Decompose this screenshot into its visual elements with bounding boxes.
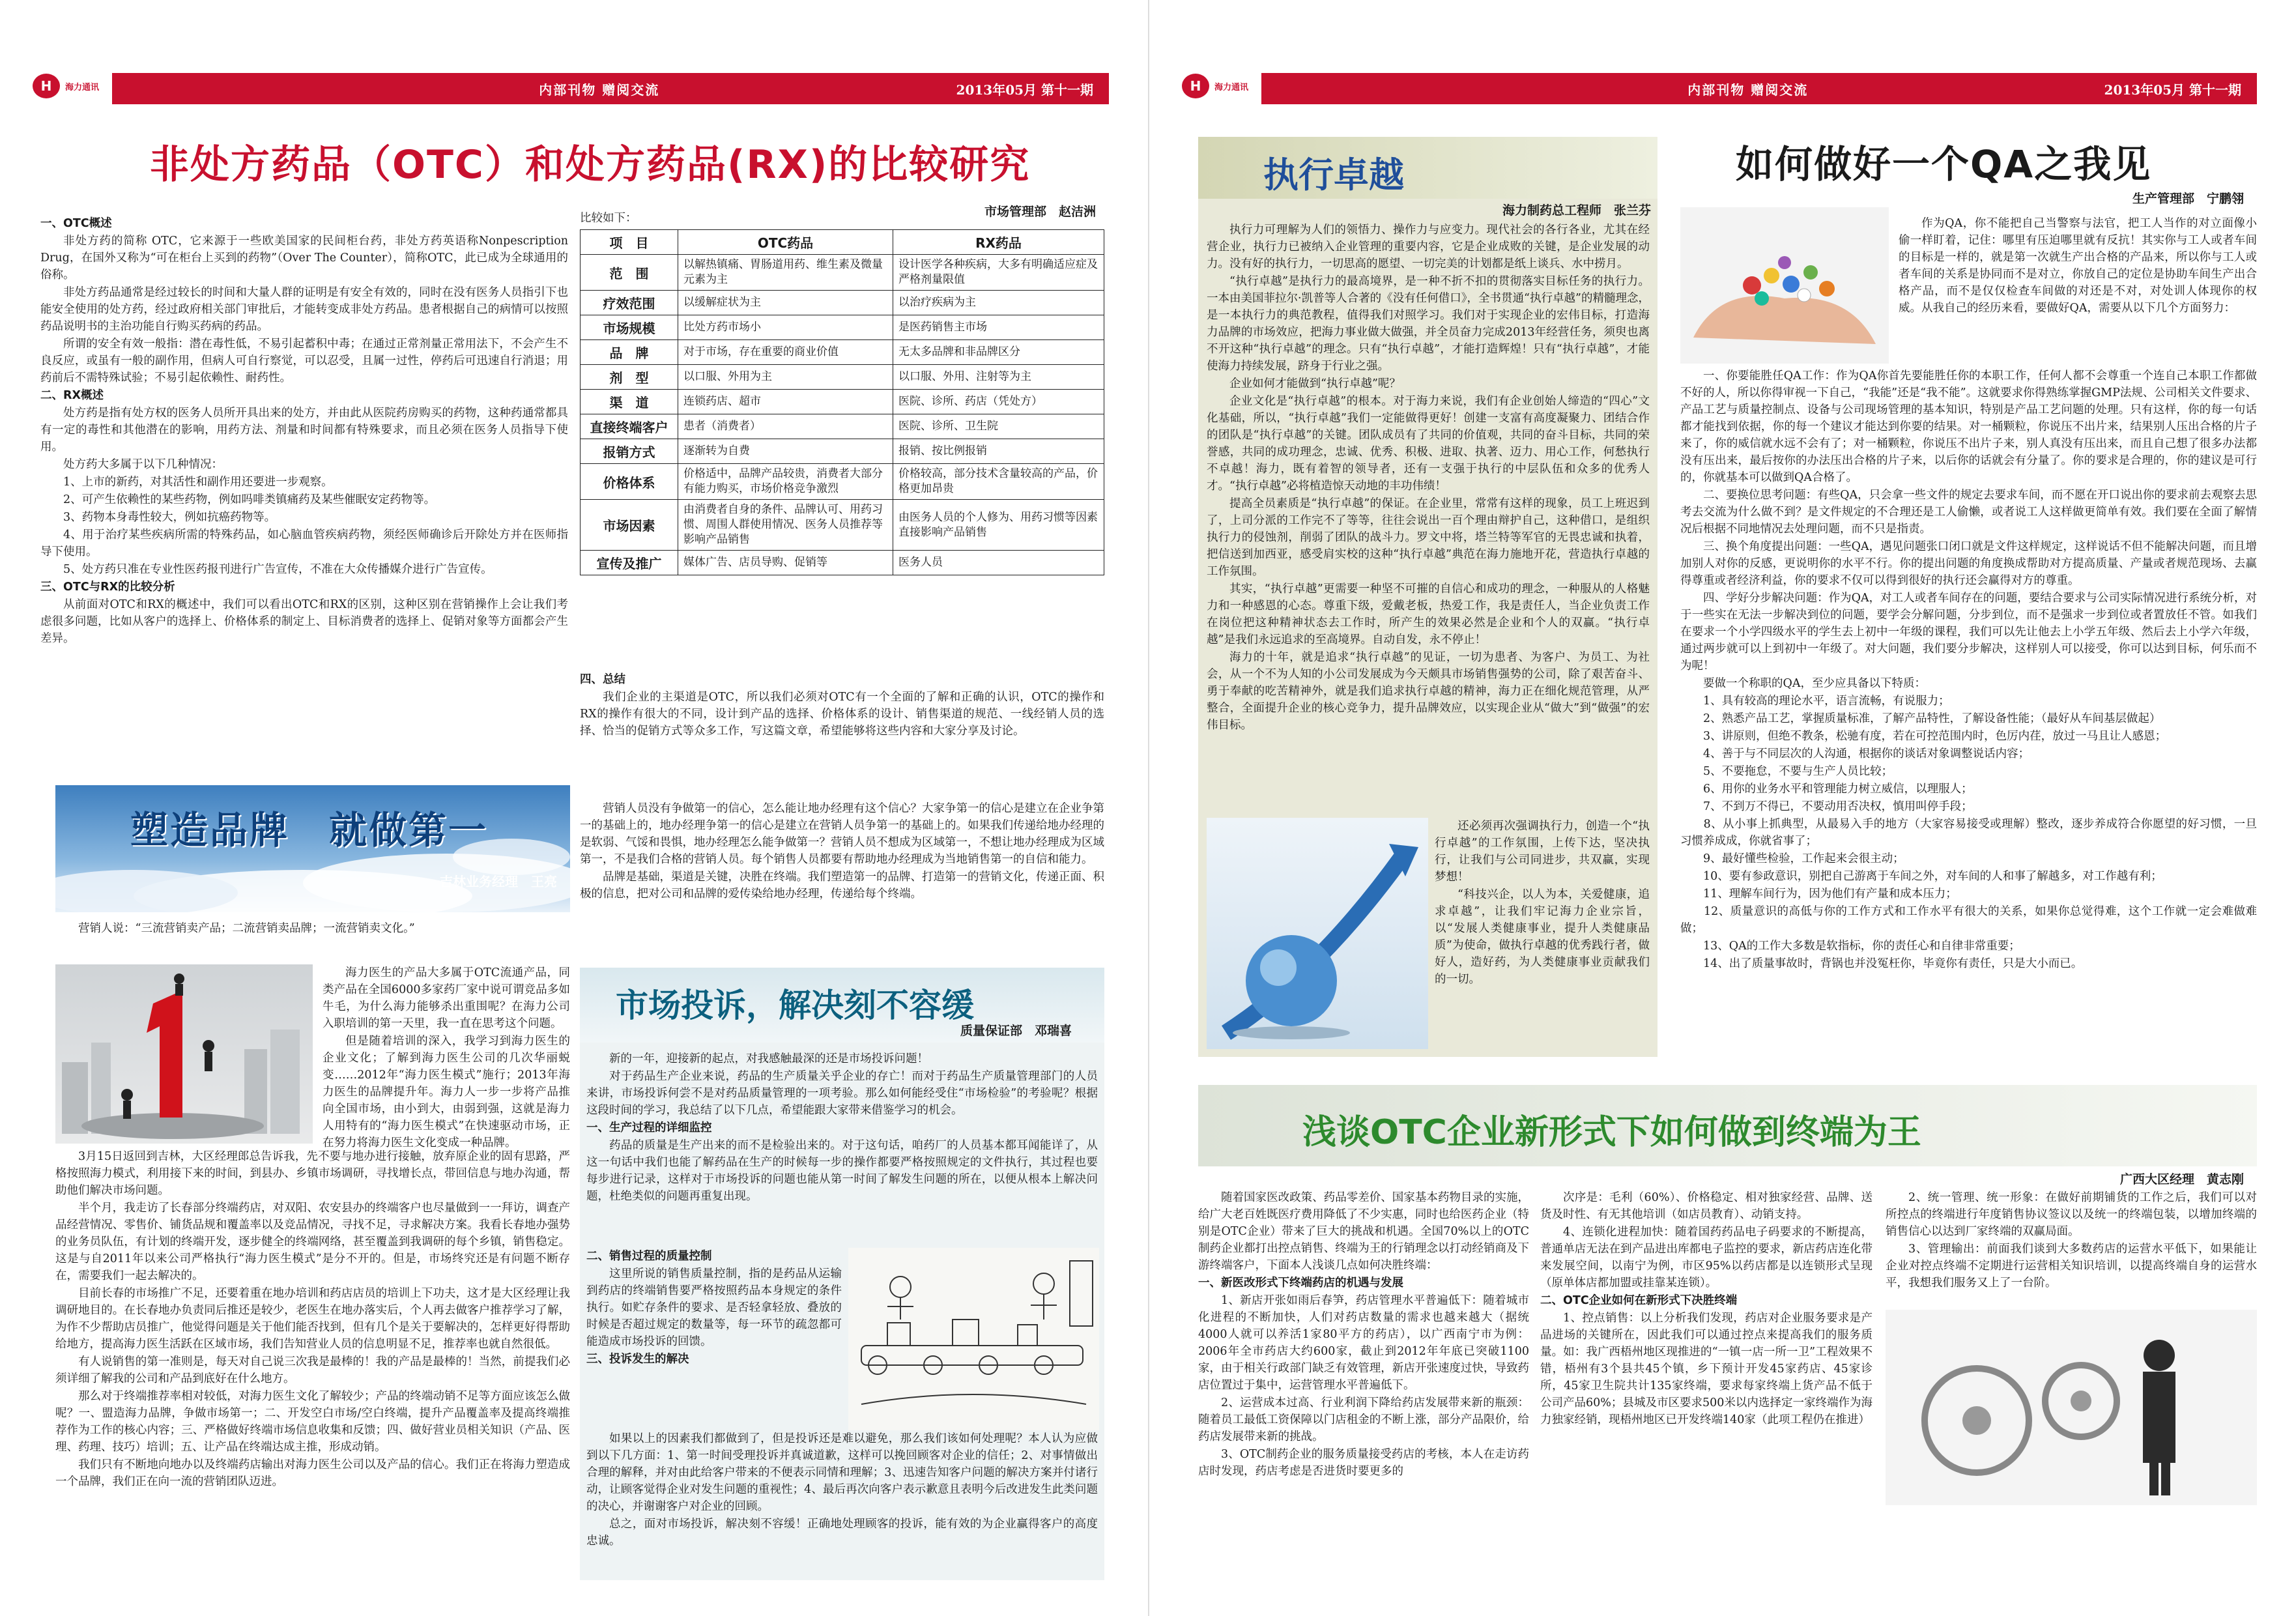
paragraph: 提高全员素质是“执行卓越”的保证。在企业里，常常有这样的现象，员工上班迟到了，上司分派的工作完不了等等，往往会说出一百个理由辩护自己，这种借口，是组织执行力的侵蚀剂，削弱了团队的战斗力。罗文中将，塔兰特等军官的无畏忠诚和执着，把信送到加西亚，感受肩实校的这种“执行卓越”典范在海力施地开花，营造执行卓越的工作氛围。 [1207,497,1650,578]
paragraph: 1、上市的新药，对其活性和副作用还要进一步观察。 [63,476,333,489]
paragraph: 总之，面对市场投诉，解决刻不容缓！正确地处理顾客的投诉，能有效的为企业赢得客户的高度忠诚。 [586,1518,1098,1548]
paragraph: 4、善于与不同层次的人沟通，根据你的谈话对象调整说话内容； [1680,747,2030,760]
paragraph: 对于药品生产企业来说，药品的生产质量关乎企业的存亡！而对于药品生产质量管理部门的人员来讲，市场投诉何尝不是对药品质量管理的一项考验。那么如何能经受住“市场检验”的考验呢？根据这段时间的学习，我总结了以下几点，希望能跟大家带来借鉴学习的机会。 [586,1070,1098,1117]
table-cell: 以缓解症状为主 [678,291,893,315]
paragraph: 2、可产生依赖性的某些药物，例如吗啡类镇痛药及某些催眠安定药物等。 [63,493,436,506]
table-row-label: 疗效范围 [581,291,678,315]
paragraph: 三、换个角度提出问题：一些QA，遇见问题张口闭口就是文件这样规定，这样说话不但不能解决问题，而且增加别人对你的反感，更说明你的水平不行。你的提出问题的角度换成帮助对方提高质量、产量或者规范现场、去赢得尊重或者经济利益，你的要求不仅可以得到很好的执行还会赢得对方的尊重。 [1680,540,2257,587]
header-center-text-right: 内部刊物 赠阅交流 [1687,81,1809,98]
pills-hand-image [1680,207,1889,364]
qa-body-main [1680,368,2257,1048]
paragraph: 12、质量意识的高低与你的工作方式和工作水平有很大的关系，如果你总觉得难，这个工作就一定会难做难做； [1680,905,2257,935]
paragraph: 处方药是指有处方权的医务人员所开具出来的处方，并由此从医院药房购买的药物，这种药通常都具有一定的毒性和其他潜在的影响，用药方法、剂量和时间都有特殊要求，而且必须在医务人员指导下使用。 [40,407,568,454]
exec-banner [1198,137,1657,199]
paragraph: 药品的质量是生产出来的而不是检验出来的。对于这句话，咱药厂的人员基本都耳闻能详了，从这一句话中我们也能了解药品在生产的时候每一步的操作都要严格按照规定的文件执行，其过程也要每步进行记录，这样对于市场投诉的问题也能从第一时间了解发生问题的所在，以便从根本上解决问题，杜绝类似的问题再重复出现。 [586,1139,1098,1203]
paragraph: 一、你要能胜任QA工作：作为QA你首先要能胜任你的本职工作，任何人都不会尊重一个连自己本职工作都做不好的人，所以你得审视一下自己，“我能”还是“我不能”。这就要求你得熟练掌握GMP法规、公司相关文件要求、产品工艺与质量控制点、设备与公司现场管理的基本知识，特别是产品工艺问题的处理。只有这样，你的每一句话都才能找到依据，你的每一个建议才能达到你要的结果。对一桶颗粒，你说压不出片来，结果别人压出合格的片子来了，你的威信就水远不会有了；对一桶颗粒，你说压不出片子来，别人真没有压出来，而且自己想了很多办法都没有压出来，最后按你的办法压出合格的片子来，以后你的话就会有分量了。你的要求是合理的，你的建议是可行的，你就基本可以做到QA合格了。 [1680,369,2257,484]
brand-title: 塑造品牌 就做第一 [130,808,489,852]
table-row-label: 剂 型 [581,365,678,390]
exec-author: 海力制药总工程师 张兰芬 [1502,203,1651,218]
number-one-graphic [55,964,313,1144]
header-bar [39,73,1109,104]
paragraph: 那么对于终端推荐率相对较低，对海力医生文化了解较少；产品的终端动销不足等方面应该怎么做呢？一、盟造海力品牌，争做市场第一；二、开发空白市场/空白终端，提升产品覆盖率及提高终端推荐作为工作的核心内容；三、严格做好终端市场信息收集和反馈；四、做好营业员相关知识（产品、医理、药理、技巧）培训；五、让产品在终端达成主推，形成动销。 [55,1390,570,1454]
paragraph: 非处方药的简称 OTC，它来源于一些欧美国家的民间柜台药，非处方药英语称Nonpescription Drug，在国外又称为“可在柜台上买到的药物”（Over The Counter），简称OTC，此已成为全球通用的俗称。 [40,235,568,281]
paragraph: 要做一个称职的QA，至少应具备以下特质： [1703,677,1926,690]
table-row-label: 宣传及推广 [581,551,678,575]
complaint-body-top [586,1050,1098,1249]
paragraph: 1、新店开张如雨后春笋，药店管理水平普遍低下：随着城市化进程的不断加快，人们对药店数量的需求也越来越大（据统4000人就可以养活1家80平方的药店），以广西南宁市为例：2006年全市药店大约600家，截止到2012年年底已突破1100家，由于相关行政部门缺乏有效管理，新店开张速度过快，导致药店位置过于集中，运营管理水平普遍低下。 [1198,1294,1529,1392]
logo-icon-right: H [1182,74,1209,98]
paragraph: 1、控点销售：以上分析我们发现，药店对企业服务要求是产品进场的关键所在，因此我们可以通过控点来提高我们的服务质量。如：我广西梧州地区现推进的“一镇一店一所一卫”工程效果不错，梧州有3个县共45个镇，乡下预计开发45家药店、45家诊所，45家卫生院共计135家终端，要求每家终端上货产品不低于公司产品60%；县城及市区要求500米以内选择定一家终端作为海力独家经销，现梧州地区已开发终端140家（此项工程仍在推进） [1540,1312,1873,1426]
exec-title: 执行卓越 [1263,154,1404,195]
paragraph: 2、统一管理、统一形象：在做好前期铺货的工作之后，我们可以对所控点的终端进行年度销售协议签议以及统一的终端包装，以增加终端的销售信心以达到厂家终端的双赢局面。 [1886,1191,2257,1238]
paragraph: 14、出了质量事故时，背锅也并没冤枉你，毕竟你有责任，只是大小而已。 [1680,957,2083,970]
table-row [581,340,1104,365]
table-cell: 是医药销售主市场 [893,315,1104,340]
otc-body-left [40,215,568,749]
complaint-body-bottom [586,1430,1098,1577]
table-row-label: 范 围 [581,255,678,291]
table-cell: 以解热镇痛、胃肠道用药、维生素及微量元素为主 [678,255,893,291]
otc-article-title: 非处方药品（OTC）和处方药品(RX)的比较研究 [150,142,1031,188]
paragraph: 目前长春的市场推广不足，还要着重在地办培训和药店店员的培训上下功夫，这才是大区经理让我调研地目的。在长春地办负责同后推还是较少，老医生在地办落实后，个人再去做客户推荐学习了解，为作不少帮助店员推广，他觉得问题是关于他们能否找到，但有几个是关于要解决的，怎样更好得帮助给地方，提高海力医生活跃在区域市场，我们告知营业人员的信息明显不足，推荐率也就自然很低。 [55,1287,570,1351]
table-cell: 医院、诊所、药店（凭处方） [893,390,1104,414]
table-cell: 逐渐转为自费 [678,439,893,464]
table-cell: 无太多品牌和非品牌区分 [893,340,1104,365]
paragraph: 但是随着培训的深入，我学习到海力医生的企业文化；了解到海力医生公司的几次华丽蜕变……2012年“海力医生模式”施行；2013年海力医生的品牌提升年。海力人一步一步将产品推向全国市场，由小到大，由弱到强，这就是海力人用特有的“海力医生模式”在快速驱动市场，正在努力将海力医生文化变成一种品牌。 [323,1035,570,1148]
paragraph: 品牌是基础，渠道是关键，决胜在终端。我们塑造第一的品牌、打造第一的营销文化，传递正面、积极的信息，把对公司和品牌的爱传染给地办经理，传递给每个终端。 [580,871,1104,901]
table-cell: 由消费者自身的条件、品牌认可、用药习惯、周围人群使用情况、医务人员推荐等影响产品销售 [678,500,893,551]
table-row-label: 报销方式 [581,439,678,464]
table-cell: 设计医学各种疾病，大多有明确适应症及严格剂量限值 [893,255,1104,291]
paragraph: 海力的十年，就是追求“执行卓越”的见证，一切为患者、为客户、为员工、为社会，从一个不为人知的小公司发展成为今天颇具市场销售强势的公司，除了艰苦奋斗、勇于奉献的吃苦精神外，就是我们追求执行卓越的精神，海力正在细化规范管理，从严整合，全面提升企业的核心竞争力，提升品牌效应，以实现企业从“做大”到“做强”的宏伟目标。 [1207,651,1650,732]
paragraph: 8、从小事上抓典型，从最易入手的地方（大家容易接受或理解）整改，逐步养成符合你愿望的好习惯，一旦习惯养成成，你就省事了； [1680,818,2257,848]
brand-side-text [323,964,570,1148]
paragraph: 这里所说的销售质量控制，指的是药品从运输到药店的终端销售要严格按照药品本身规定的条件执行。如贮存条件的要求、是否轻拿轻放、叠放的时候是否超过规定的数量等，每一环节的疏忽都可能造成市场投诉的回馈。 [586,1267,842,1348]
otc-table-intro [580,210,840,228]
paragraph: 4、用于治疗某些疾病所需的特殊药品，如心脑血管疾病药物，须经医师确诊后开除处方并在医师指导下使用。 [40,528,568,558]
paragraph: 1、具有较高的理论水平，语言流畅，有说服力； [1680,695,1950,708]
paragraph: 非处方药品通常是经过较长的时间和大量人群的证明是有安全有效的，同时在没有医务人员指引下也能安全使用的处方药，经过政府相关部门审批后，才能转变成非处方药品。患者根据自己的病情可以按照药品说明书的主治功能自行购买药病的药品。 [40,286,568,333]
table-cell: 由医务人员的个人修为、用药习惯等因素直接影响产品销售 [893,500,1104,551]
complaint-title: 市场投诉，解决刻不容缓 [616,987,974,1024]
paragraph: 一、生产过程的详细监控 [586,1121,712,1134]
table-row [581,464,1104,500]
terminal-col-3 [1886,1189,2257,1306]
paragraph: 如果以上的因素我们都做到了，但是投诉还是难以避免，那么我们该如何处理呢？本人认为应做到以下几方面：1、第一时间受理投诉并真诚道歉，这样可以挽回顾客对企业的信任；2、对事情做出合理的解释，并对由此给客户带来的不便表示同情和理解；3、迅速告知客户问题的解决方案并付诸行动，让顾客觉得企业对发生问题的重视性；4、最后再次向客户表示歉意且表明今后改进发生此类问题的决心，并谢谢客户对企业的回顾。 [586,1432,1098,1513]
paragraph: 二、要换位思考问题：有些QA，只会拿一些文件的规定去要求车间，而不愿在开口说出你的要求前去观察去思考去交流为什么做不到？是文件规定的不合理还是工人偷懒，或者说工人这样做更简单有效。我们要在全面了解情况后根据不同地情况去处理问题，而不只是指责。 [1680,489,2257,536]
table-row-label: 渠 道 [581,390,678,414]
paragraph: 执行力可理解为人们的领悟力、操作力与应变力。现代社会的各行各业，尤其在经营企业，执行力已被纳入企业管理的重要内容，它是企业成败的关键，是企业发展的动力。没有好的执行力，一切思高的愿望、一切完美的计划都是纸上谈兵、水中捞月。 [1207,224,1650,270]
paragraph: 所谓的安全有效一般指：潜在毒性低，不易引起蓄积中毒；在通过正常剂量正常用法下，不会产生不良反应，或虽有一般的副作用，但病人可自行察觉，可以忍受，且属一过性，停药后可迅速自行消退；用药前后不需特殊试验；不易引起依赖性、耐药性。 [40,338,568,384]
paragraph: 一、新医改形式下终端药店的机遇与发展 [1198,1277,1403,1290]
paragraph: 二、RX概述 [40,389,104,402]
logo-right [1177,63,1261,109]
paragraph: 3、药物本身毒性较大，例如抗癌药物等。 [63,511,276,524]
paragraph: 次序是：毛利（60%）、价格稳定、相对独家经营、品牌、送货及时性、有无其他培训（如店员教育）、动销支持。 [1540,1191,1873,1221]
table-row [581,255,1104,291]
table-row [581,500,1104,551]
paragraph: 3、管理输出：前面我们谈到大多数药店的运营水平低下，如果能让企业对控点终端不定期进行运营相关知识培训，以提高终端自身的运营水平，我想我们服务又上了一台阶。 [1886,1243,2257,1290]
table-cell: 媒体广告、店员导购、促销等 [678,551,893,575]
table-cell: 连锁药店、超市 [678,390,893,414]
paragraph: 2、熟悉产品工艺，掌握质量标准，了解产品特性，了解设备性能；（最好从车间基层做起） [1680,712,2161,725]
paragraph: 企业如何才能做到“执行卓越”呢？ [1229,377,1401,390]
exec-body-top [1207,222,1650,815]
table-cell: 价格较高，部分技术含量较高的产品，价格更加昂贵 [893,464,1104,500]
exec-body-bottom [1435,818,1650,1052]
table-cell: 对于市场，存在重要的商业价值 [678,340,893,365]
table-head-rx: RX药品 [893,230,1104,255]
paragraph: 7、不到万不得已，不要动用否决权，慎用叫停手段； [1680,800,1973,813]
paragraph: 四、学好分步解决问题：作为QA，对工人或者车间存在的问题，要结合要求与公司实际情况进行系统分析，对于一些实在无法一步解决到位的问题，要学会分解问题，分步到位，而不是强求一步到位或者置放任不管。如我们在要求一个小学四级水平的学生去上初中一年级的课程，我们可以先让他去上小学五年级、然后去上小学六年级，通过两步就可以上到初中一年级了。对大问题，我们要分步解决，这样别人可以接受，你可以达到目标，何乐而不为呢！ [1680,592,2257,672]
issue-label-right: 2013年05月 第十一期 [2104,81,2241,98]
paragraph: 从前面对OTC和RX的概述中，我们可以看出OTC和RX的区别，这种区别在营销操作上会让我们考虑很多问题，比如从客户的选择上、价格体系的制定上、目标消费者的选择上、促销对象等方面都会产生差异。 [40,598,568,645]
paragraph: 三、OTC与RX的比较分析 [40,581,175,594]
terminal-col-1 [1198,1189,1529,1583]
qa-title: 如何做好一个QA之我见 [1736,142,2152,186]
terminal-banner [1198,1085,2257,1166]
paragraph: 13、QA的工作大多数是软指标，你的责任心和自律非常重要； [1680,940,2020,953]
terminal-author: 广西大区经理 黄志刚 [2119,1172,2244,1187]
paragraph: 营销人员没有争做第一的信心，怎么能让地办经理有这个信心？大家争第一的信心是建立在企业争第一的基础上的，地办经理争第一的信心是建立在营销人员争第一的基础上的。如果我们传递给地办经理的是软弱、气馁和畏惧，地办经理怎么能争做第一？营销人员不想成为区域第一，不想让地办经理成为区域第一，不是我们合格的营销人员。每个销售人员都要有帮助地办经理成为当地销售第一的自信和能力。 [580,802,1104,866]
paragraph: 我们企业的主渠道是OTC，所以我们必须对OTC有一个全面的了解和正确的认识，OTC的操作和RX的操作有很大的不同，设计到产品的选择、价格体系的设计、销售渠道的规范、一线经销人员的选择、恰当的促销方式等众多工作，写这篇文章，希望能够将这些内容和大家分享及讨论。 [580,691,1104,738]
logo [27,63,112,109]
gear-businessman-graphic [1886,1310,2257,1505]
table-row-label: 价格体系 [581,464,678,500]
table-cell: 比处方药市场小 [678,315,893,340]
paragraph: 企业文化是“执行卓越”的根本。对于海力来说，我们有企业创始人缔造的“四心”文化基础，所以，“执行卓越”我们一定能做得更好！创建一支富有高度凝聚力、团结合作的团队是“执行卓越”的关键。团队成员有了共同的价值观，共同的奋斗目标，共同的荣誉感，共同的成功理念，忠诚、优秀、积极、进取、执著、迈力、用心工作，何愁执行不卓越！海力，既有着智的领导者，还有一支强于执行的中层队伍和众多的优秀人才。“执行卓越”必将植造惊天动地的丰功伟绩！ [1207,395,1650,493]
paragraph: 3月15日返回到吉林，大区经理郎总告诉我，先不要与地办进行接触，放弃原企业的固有思路，严格按照海力模式，利用接下来的时间，到县办、乡镇市场调研，寻找增长点，带回信息与地办沟通，帮助他们解决市场问题。 [55,1150,570,1197]
table-cell: 医院、诊所、卫生院 [893,414,1104,439]
table-row [581,551,1104,575]
table-row [581,439,1104,464]
paragraph: 二、OTC企业如何在新形式下决胜终端 [1540,1294,1738,1307]
table-row [581,414,1104,439]
paragraph: 我们只有不断地向地办以及终端药店输出对海力医生公司以及产品的信心。我们正在将海力塑造成一个品牌，我们正在向一流的营销团队迈进。 [55,1458,570,1488]
paragraph: 9、最好懂些检验，工作起来会很主动； [1680,852,1904,865]
assembly-line-cartoon [848,1248,1099,1430]
qa-body-top [1899,215,2257,368]
paragraph: 2、运营成本过高、行业利润下降给药店发展带来新的瓶颈：随着员工最低工资保障以门店租金的不断上涨，部分产品限价，给药店发展带来新的挑战。 [1198,1396,1529,1443]
paragraph: 半个月，我走访了长春部分终端药店，对双阳、农安县办的终端客户也尽量做到一一拜访，调查产品经营情况、零售价、铺货品规和覆盖率以及竞品情况，寻找不足，寻求解决方案。我看长春地办强势的业务员队伍，有计划的终端开发，逐步健全的终端网络，甚至覆盖到我调研的每个乡镇，销售稳定。这是与自2011年以来公司严格执行“海力医生模式”是分不开的。但是，市场终究还是有问题不断存在，需要我们一起去解决的。 [55,1202,570,1282]
otc-author: 市场管理部 赵洁洲 [984,205,1096,219]
header-center-text: 内部刊物 赠阅交流 [539,81,660,98]
paragraph: 还必须再次强调执行力，创造一个“执行卓越”的工作氛围，上传下达，坚决执行，让我们与公司同进步，共双赢，实现梦想！ [1435,820,1650,884]
paragraph: 二、销售过程的质量控制 [586,1250,712,1263]
paragraph: 其实，“执行卓越”更需要一种坚不可摧的自信心和成功的理念，一种服从的人格魅力和一种感恩的心态。尊重下级，爱戴老板，热爱工作，我是责任人，当企业负责工作在岗位把这种精神状态去工作时，所产生的效果必然是企业和个人的双赢。“执行卓越”是我们永远追求的至高境界。自动自发，永不停止！ [1207,583,1650,646]
table-head-otc: OTC药品 [678,230,893,255]
logo-text: 海力通讯 [65,82,100,93]
qa-author: 生产管理部 宁鹏翎 [2132,192,2244,206]
paragraph: 3、OTC制药企业的服务质量接受药店的考核，本人在走访药店时发现，药店考虑是否进货时要更多的 [1198,1448,1529,1478]
table-head-item: 项 目 [581,230,678,255]
table-cell: 价格适中，品牌产品较贵，消费者大部分有能力购买，市场价格竞争激烈 [678,464,893,500]
paragraph: 5、不要拖怠，不要与生产人员比较； [1680,765,1893,778]
paragraph: “科技兴企，以人为本，关爱健康，追求卓越”，让我们牢记海力企业宗旨，以“发展人类健康事业，提升人类健康品质”为使命，做执行卓越的优秀践行者，做好人，造好药，为人类健康事业贡献我们的一切。 [1435,888,1650,986]
paragraph: “执行卓越”是执行力的最高境界，是一种不折不扣的贯彻落实目标任务的执行力。一本由美国菲拉尔·凯普等人合著的《没有任何借口》，全书贯通“执行卓越”的精髓理念，是一本执行力的典范教程，值得我们对照学习。我们对于实现企业的宏伟目标，打造海力品牌的市场效应，把海力事业做大做强，并全员奋力完成2013年经营任务，须臾也离不开这种“执行卓越”的理念。只有“执行卓越”，才能打造辉煌！只有“执行卓越”，才能使海力持续发展，跻身于行业之强。 [1207,275,1650,373]
paragraph: 随着国家医改政策、药品零差价、国家基本药物目录的实施，给广大老百姓既医疗费用降低了不少实惠，同时也给医药企业（特别是OTC企业）带来了巨大的挑战和机遇。全国70%以上的OTC制药企业都打出控点销售、终端为王的行销理念以打动经销商及下游终端客户，下面本人浅谈几点如何决胜终端： [1198,1191,1529,1272]
paragraph: 海力医生的产品大多属于OTC流通产品，同类产品在全国6000多家药厂家中说可谓竞品多如牛毛，为什么海力能够杀出重围呢？在海力公司入职培训的第一天里，我一直在思考这个问题。 [323,966,570,1030]
brand-main-text [55,1148,570,1578]
table-cell: 患者（消费者） [678,414,893,439]
right-page [1148,0,2296,1616]
cartoon-illustration [848,1248,1099,1430]
table-row-label: 直接终端客户 [581,414,678,439]
paragraph: 4、连锁化进程加快：随着国药药品电子码要求的不断提高，普通单店无法在到产品进出库都电子监控的要求，新店药店连化带来发展空间，以南宁为例，市区95%以药店都是以连锁形式呈现（原单体店都加盟或挂靠某连锁）。 [1540,1226,1873,1290]
header-bar-right [1188,73,2257,104]
paragraph: 三、投诉发生的解决 [586,1353,689,1366]
table-cell: 医务人员 [893,551,1104,575]
logo-icon: H [33,74,60,98]
paragraph: 6、用你的业务水平和管理能力树立威信，以理服人； [1680,783,1973,796]
brand-right-text [580,800,1104,976]
brand-author: 吉林业务经理 王亮 [440,874,557,889]
paragraph: 四、总结 [580,673,625,686]
table-row-label: 市场因素 [581,500,678,551]
table-row [581,390,1104,414]
paragraph: 10、要有参政意识，别把自己游离于车间之外，对车间的人和事了解越多，对工作越有利； [1680,870,2162,883]
number-one-image [55,964,313,1144]
pills-hand-graphic [1680,207,1889,364]
complaint-body-mid [586,1248,842,1430]
paragraph: 作为QA，你不能把自己当警察与法官，把工人当作的对立面像小偷一样盯着，记住：哪里有压迫哪里就有反抗！其实你与工人或者车间的目标是一样的，就是第一次就生产出合格的产品来，所以你与工人或者车间的关系是协同而不是对立，你放自己的定位是协助车间生产出合格产品，而不是仅仅检查车间做的对还是不对，对处训人体现你的权威。从我自己的经历来看，要做好QA，需要从以下几个方面努力： [1899,217,2257,315]
paragraph: 营销人说：“三流营销卖产品；二流营销卖品牌；一流营销卖文化。” [78,922,415,935]
paragraph: 有人说销售的第一准则是，每天对自己说三次我是最棒的！我的产品是最棒的！当然，前提我们必须详细了解我的公司和产品到底好在什么地方。 [55,1355,570,1385]
table-row [581,291,1104,315]
terminal-col-2 [1540,1189,1873,1583]
paragraph: 新的一年，迎接新的起点，对我感触最深的还是市场投诉问题！ [609,1052,928,1065]
paragraph: 一、OTC概述 [40,217,112,230]
table-cell: 报销、按比例报销 [893,439,1104,464]
table-row-label: 市场规模 [581,315,678,340]
complaint-banner [580,968,1104,1043]
table-cell: 以口服、外用、注射等为主 [893,365,1104,390]
terminal-title: 浅谈OTC企业新形式下如何做到终端为王 [1302,1113,1921,1152]
table-cell: 以口服、外用为主 [678,365,893,390]
table-cell: 以治疗疾病为主 [893,291,1104,315]
paragraph: 5、处方药只准在专业性医药报刊进行广告宣传，不准在大众传播媒介进行广告宣传。 [63,563,493,576]
table-row [581,365,1104,390]
complaint-author: 质量保证部 邓瑞喜 [960,1024,1072,1038]
otc-summary [580,671,1104,782]
issue-label: 2013年05月 第十一期 [956,81,1093,98]
globe-image [1207,818,1428,1049]
brand-banner [55,785,570,912]
table-row-label: 品 牌 [581,340,678,365]
otc-table-intro-text: 比较如下： [580,212,637,225]
brand-intro [55,920,570,959]
table-row [581,315,1104,340]
paragraph: 处方药大多属于以下几种情况： [63,458,223,471]
globe-arrow-graphic [1207,818,1428,1049]
paragraph: 3、讲原则，但绝不教条，松驰有度，若在可控范围内时，色厉内荏，放过一马且让人感恩； [1680,730,2167,743]
logo-text-right: 海力通讯 [1214,82,1249,93]
paragraph: 11、理解车间行为，因为他们有产量和成本压力； [1680,887,1957,901]
businessman-image [1886,1310,2257,1505]
otc-comparison-table [580,229,1104,575]
